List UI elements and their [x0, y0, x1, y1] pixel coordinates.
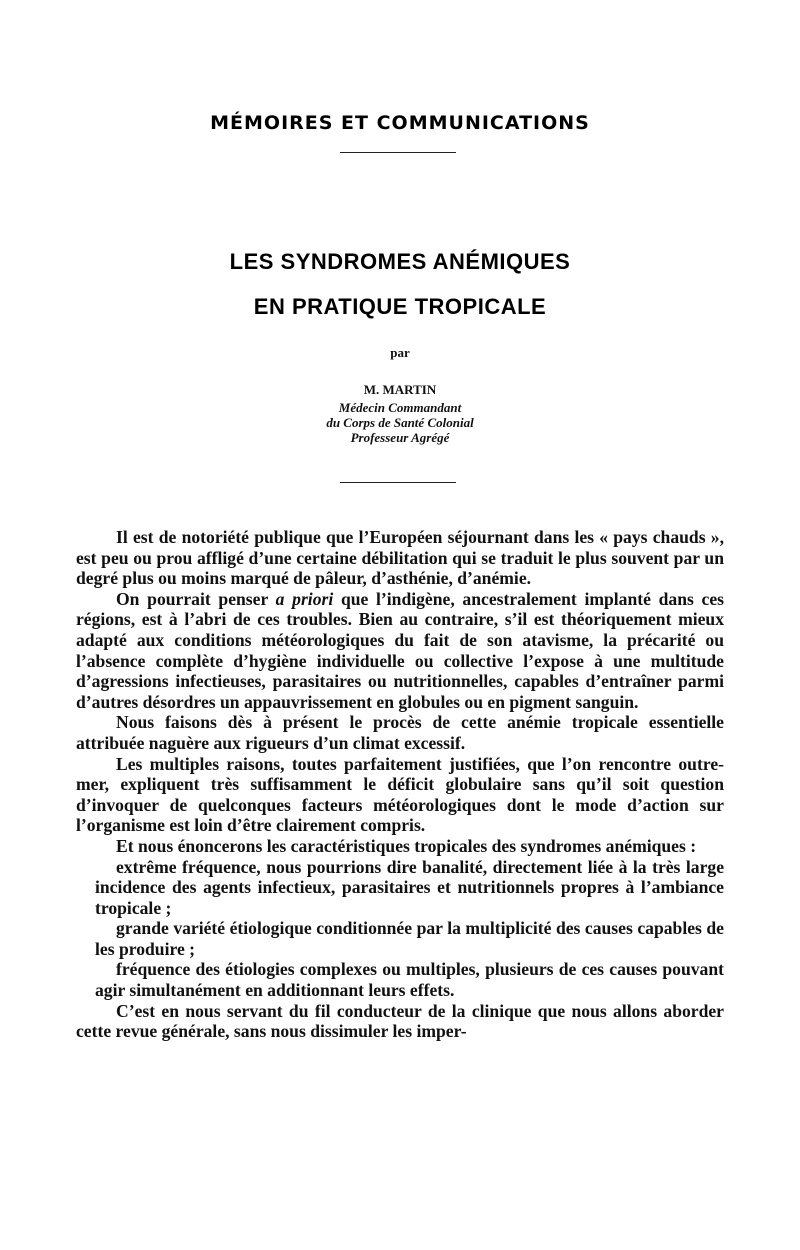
byline: par [390, 345, 410, 360]
paragraph: Et nous énoncerons les caractéristiques tropicales des syndromes anémiques : [116, 835, 697, 856]
article-title-line-1: LES SYNDROMES ANÉMIQUES [229, 249, 571, 274]
list-item: fréquence des étiologies complexes ou multiples, plusieurs de ces causes pouvant agir simultanément en additionnant leurs effets. [95, 959, 724, 1001]
article-body [76, 527, 724, 1042]
author-affiliation-line: Professeur Agrégé [350, 430, 450, 445]
paragraph: Il est de notoriété publique que l’Européen séjournant dans les « pays chauds », est peu ou prou affligé d’une certaine débilitation qui se traduit le plus souvent par un degré plus ou moins marqué de pâleur, d’asthénie, d’anémie. [76, 527, 724, 589]
paragraph: Les multiples raisons, toutes parfaitement justifiées, que l’on rencontre outre-mer, expliquent très suffisamment le déficit globulaire sans qu’il soit question d’invoquer de quelconques facteurs météorologiques dont le mode d’action sur l’organisme est loin d’être clairement compris. [76, 753, 724, 836]
article-title-line-2: EN PRATIQUE TROPICALE [253, 294, 547, 319]
title-divider [340, 482, 456, 483]
paragraph [76, 589, 724, 713]
paragraph: Nous faisons dès à présent le procès de cette anémie tropicale essentielle attribuée naguère aux rigueurs d’un climat excessif. [76, 712, 724, 753]
paragraph-text: que l’indigène, ancestralement implanté dans ces régions, est à l’abri de ces troubles. Bien au contraire, s’il est théoriquement mieux adapté aux conditions météorologiques du fait de son atavisme, la précarité ou l’absence complète d’hygiène individuelle ou collective l’expose à une multitude d’agressions infectieuses, parasitaires ou nutritionnelles, capables d’entraîner parmi d’autres désordres un appauvrissement en globules ou en pigment sanguin. [76, 588, 725, 712]
paragraph-text: On pourrait penser [116, 588, 276, 609]
list-item: extrême fréquence, nous pourrions dire banalité, directement liée à la très large incidence des agents infectieux, parasitaires et nutritionnels propres à l’ambiance tropicale ; [95, 856, 724, 918]
section-header: MÉMOIRES ET COMMUNICATIONS [210, 112, 590, 134]
list-item: grande variété étiologique conditionnée par la multiplicité des causes capables de les produire ; [95, 918, 724, 959]
author-affiliation-line: du Corps de Santé Colonial [326, 415, 474, 430]
paragraph: C’est en nous servant du fil conducteur de la clinique que nous allons aborder cette revue générale, sans nous dissimuler les imper- [76, 1000, 724, 1042]
header-divider [340, 152, 456, 153]
italic-phrase: a priori [275, 588, 334, 609]
author-affiliation-line: Médecin Commandant [338, 400, 462, 415]
author-name: M. MARTIN [363, 382, 437, 397]
